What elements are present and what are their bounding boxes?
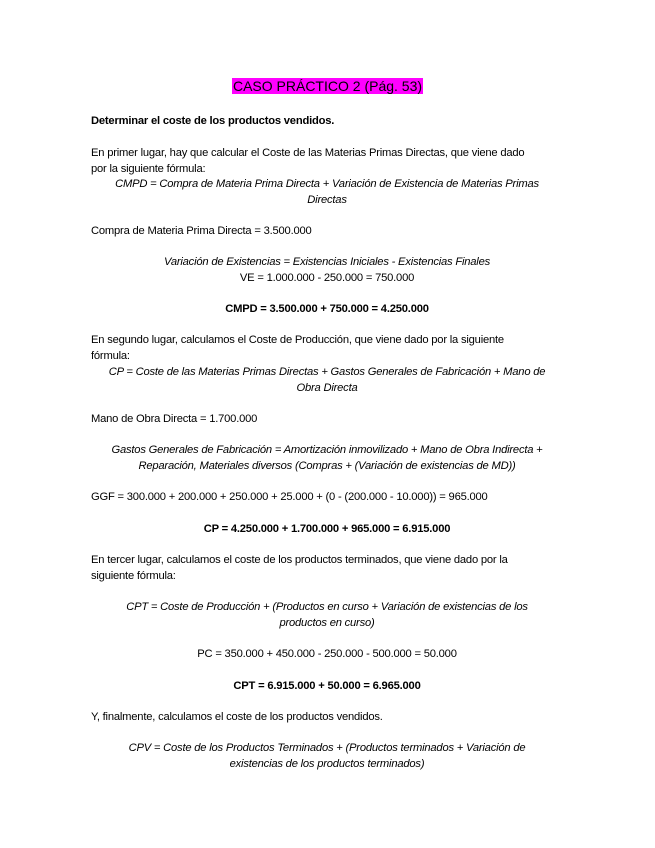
paragraph-line: En primer lugar, hay que calcular el Coste de las Materias Primas Directas, que viene dado <box>91 147 525 159</box>
formula-line: CMPD = Compra de Materia Prima Directa + Variación de Existencia de Materias Primas <box>115 178 539 190</box>
highlighted-title: CASO PRÁCTICO 2 (Pág. 53) <box>232 78 423 94</box>
paragraph-line: fórmula: <box>91 350 130 362</box>
formula-line: CPV = Coste de los Productos Terminados + (Productos terminados + Variación de <box>128 742 526 754</box>
paragraph-line: En segundo lugar, calculamos el Coste de Producción, que viene dado por la siguiente <box>91 334 504 346</box>
formula-line: productos en curso) <box>279 617 375 629</box>
result-line: CPT = 6.915.000 + 50.000 = 6.965.000 <box>233 680 421 692</box>
calculation-line: VE = 1.000.000 - 250.000 = 750.000 <box>239 272 415 284</box>
formula-line: CP = Coste de las Materias Primas Directas + Gastos Generales de Fabricación + Mano de <box>108 366 546 378</box>
paragraph-line: por la siguiente fórmula: <box>91 163 206 175</box>
paragraph-line: Y, finalmente, calculamos el coste de los productos vendidos. <box>91 711 383 723</box>
calculation-line: GGF = 300.000 + 200.000 + 250.000 + 25.000 + (0 - (200.000 - 10.000)) = 965.000 <box>91 491 488 503</box>
paragraph-line: Mano de Obra Directa = 1.700.000 <box>91 413 258 425</box>
paragraph-line: En tercer lugar, calculamos el coste de los productos terminados, que viene dado por la <box>91 554 508 566</box>
calculation-line: PC = 350.000 + 450.000 - 250.000 - 500.000 = 50.000 <box>197 648 457 660</box>
formula-line: Variación de Existencias = Existencias Iniciales - Existencias Finales <box>163 256 491 268</box>
formula-line: Obra Directa <box>296 382 358 394</box>
formula-line: existencias de los productos terminados) <box>229 758 425 770</box>
page-title <box>0 76 655 96</box>
formula-line: Directas <box>307 194 347 206</box>
task-statement: Determinar el coste de los productos vendidos. <box>91 115 335 127</box>
formula-line: CPT = Coste de Producción + (Productos en curso + Variación de existencias de los <box>126 601 528 613</box>
paragraph-line: siguiente fórmula: <box>91 570 176 582</box>
result-line: CP = 4.250.000 + 1.700.000 + 965.000 = 6.915.000 <box>203 523 451 535</box>
formula-line: Gastos Generales de Fabricación = Amortización inmovilizado + Mano de Obra Indirecta + <box>111 444 543 456</box>
result-line: CMPD = 3.500.000 + 750.000 = 4.250.000 <box>225 303 429 315</box>
formula-line: Reparación, Materiales diversos (Compras + (Variación de existencias de MD)) <box>138 460 516 472</box>
paragraph-line: Compra de Materia Prima Directa = 3.500.000 <box>91 225 312 237</box>
